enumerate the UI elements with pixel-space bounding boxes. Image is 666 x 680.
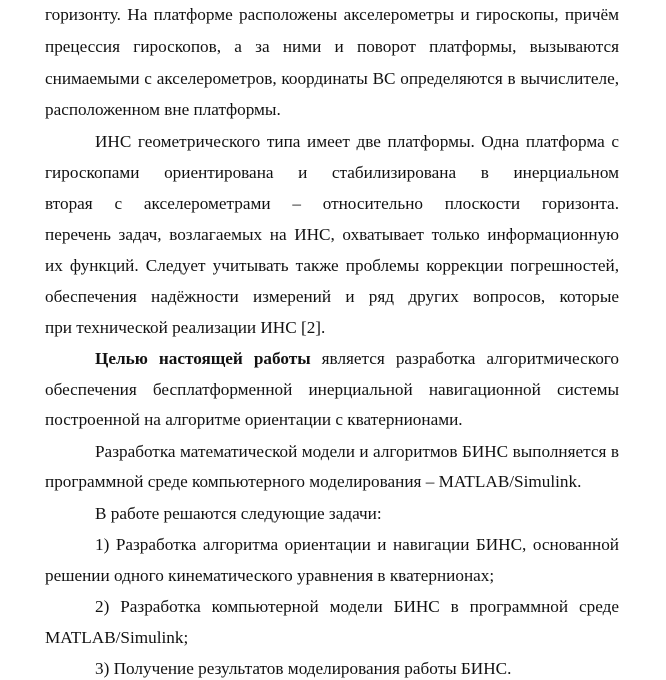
text-line: обеспечения бесплатформенной инерциальной навигационной системы [45,380,619,399]
text-line: горизонту. На платформе расположены акселерометры и гироскопы, причём [45,5,619,24]
text-line: построенной на алгоритме ориентации с кватернионами. [45,410,463,429]
text-line: обеспечения надёжности измерений и ряд других вопросов, которые [45,287,619,306]
text-line: решении одного кинематического уравнения в кватернионах; [45,566,495,585]
text-line: программной среде компьютерного моделирования – MATLAB/Simulink. [45,472,582,491]
text-line: В работе решаются следующие задачи: [95,504,382,523]
text-line: ИНС геометрического типа имеет две платформы. Одна платформа с [95,132,619,151]
text-line: 1) Разработка алгоритма ориентации и навигации БИНС, основанной [95,535,619,554]
text-line [95,348,619,370]
text-line: прецессия гироскопов, а за ними и поворот платформы, вызываются [45,37,619,56]
text-span: является разработка алгоритмического [310,349,619,368]
text-line: перечень задач, возлагаемых на ИНС, охватывает только информационную [45,225,619,244]
bold-lead: Целью настоящей работы [95,349,311,368]
text-line: их функций. Следует учитывать также проблемы коррекции погрешностей, [45,256,619,275]
text-line: снимаемыми с акселерометров, координаты ВС определяются в вычислителе, [45,69,619,88]
text-line: расположенном вне платформы. [45,100,281,119]
text-line: гироскопами ориентирована и стабилизирована в инерциальном [45,163,619,182]
text-line: вторая с акселерометрами – относительно плоскости горизонта. [45,194,619,213]
text-line: при технической реализации ИНС [2]. [45,318,326,337]
text-line: 2) Разработка компьютерной модели БИНС в программной среде [95,597,619,616]
text-line: MATLAB/Simulink; [45,628,189,647]
text-line: Разработка математической модели и алгоритмов БИНС выполняется в [95,442,619,461]
text-line: 3) Получение результатов моделирования работы БИНС. [95,659,512,678]
